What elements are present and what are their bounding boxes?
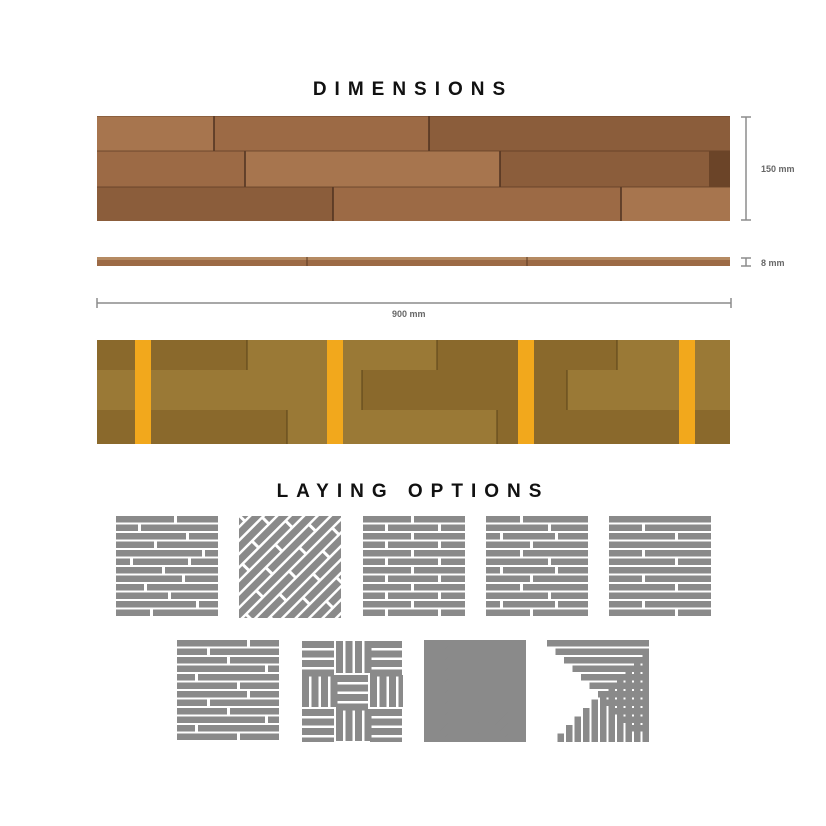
pattern-board (177, 674, 195, 681)
pattern-board (523, 516, 588, 523)
pattern-board (370, 709, 402, 716)
pattern-board (503, 601, 555, 608)
pattern-board (609, 567, 711, 574)
pattern-board (441, 593, 465, 600)
pattern-board (116, 542, 154, 549)
pattern-herringbone-icon (424, 640, 526, 742)
pattern-board (363, 533, 411, 540)
pattern-board (414, 533, 465, 540)
pattern-board (645, 576, 711, 583)
pattern-board (388, 593, 438, 600)
pattern-board (609, 516, 711, 523)
pattern-board (177, 734, 237, 741)
pattern-staggered-long-icon (177, 640, 279, 742)
pattern-board (370, 651, 402, 658)
pattern-board (191, 559, 218, 566)
pattern-board (609, 584, 675, 591)
pattern-board (486, 584, 520, 591)
pattern-board (609, 542, 711, 549)
pattern-board (609, 683, 616, 743)
pattern-staggered-brick-icon (363, 516, 465, 618)
pattern-board (533, 610, 588, 617)
pattern-board (177, 683, 237, 690)
pattern-board (678, 533, 711, 540)
pattern-board (177, 640, 247, 647)
pattern-board (547, 640, 649, 647)
pattern-board (210, 700, 279, 707)
pattern-board (575, 717, 582, 743)
pattern-board (370, 660, 402, 667)
pattern-corner-frame-icon (547, 640, 649, 742)
pattern-board (171, 593, 218, 600)
pattern-board (147, 584, 218, 591)
pattern-board (678, 584, 711, 591)
pattern-board (558, 601, 588, 608)
pattern-board (157, 542, 218, 549)
pattern-board (177, 649, 207, 656)
pattern-board (230, 708, 279, 715)
laying-options-title: LAYING OPTIONS (276, 481, 550, 502)
pattern-board (503, 567, 555, 574)
pattern-board (389, 675, 396, 707)
pattern-board (523, 550, 588, 557)
pattern-board (198, 674, 279, 681)
pattern-board (645, 601, 711, 608)
pattern-board (609, 533, 675, 540)
pattern-board (268, 717, 279, 724)
pattern-board (441, 576, 465, 583)
pattern-board (399, 675, 404, 707)
pattern-board (302, 660, 334, 667)
pattern-board (414, 567, 465, 574)
pattern-board (302, 651, 334, 658)
pattern-board (609, 593, 711, 600)
pattern-board (363, 593, 385, 600)
pattern-board (592, 700, 599, 743)
pattern-board (363, 601, 411, 608)
pattern-board (240, 734, 279, 741)
pattern-board (116, 533, 186, 540)
pattern-board (533, 576, 588, 583)
pattern-board (177, 666, 265, 673)
pattern-board (678, 610, 711, 617)
pattern-board (116, 559, 130, 566)
pattern-board (609, 576, 642, 583)
height-dimension-label: 150 mm (761, 164, 795, 174)
pattern-board (486, 559, 548, 566)
pattern-board (617, 674, 624, 742)
pattern-board (268, 666, 279, 673)
pattern-board (609, 550, 642, 557)
pattern-board (133, 559, 188, 566)
pattern-board (336, 694, 368, 701)
pattern-board (336, 709, 343, 741)
pattern-board (210, 649, 279, 656)
pattern-board (634, 657, 641, 742)
pattern-board (678, 559, 711, 566)
pattern-board (370, 719, 402, 726)
pattern-board (312, 675, 319, 707)
pattern-board (414, 516, 465, 523)
width-dimension-label: 900 mm (392, 309, 426, 319)
pattern-board (486, 542, 530, 549)
pattern-board (558, 567, 588, 574)
pattern-board (363, 516, 411, 523)
pattern-diagonal-icon (239, 516, 341, 618)
pattern-board (116, 584, 144, 591)
pattern-board (645, 525, 711, 532)
pattern-staggered-offset-icon (486, 516, 588, 618)
pattern-board (355, 709, 362, 741)
pattern-board (153, 610, 218, 617)
pattern-board (363, 550, 411, 557)
pattern-board (566, 725, 573, 742)
pattern-stacked-third-icon (609, 516, 711, 618)
pattern-board (441, 525, 465, 532)
pattern-board (302, 709, 334, 716)
pattern-board (302, 719, 334, 726)
pattern-board (388, 559, 438, 566)
pattern-board (177, 516, 218, 523)
pattern-board (302, 641, 334, 648)
pattern-board (486, 576, 530, 583)
pattern-board (370, 738, 402, 743)
pattern-board (141, 525, 218, 532)
pattern-board (414, 550, 465, 557)
pattern-board (643, 649, 650, 743)
pattern-board (558, 533, 588, 540)
pattern-board (388, 542, 438, 549)
pattern-board (185, 576, 218, 583)
pattern-board (355, 641, 362, 673)
pattern-board (116, 550, 202, 557)
pattern-board (363, 610, 385, 617)
pattern-basket-weave-icon (301, 640, 403, 742)
pattern-board (600, 691, 607, 742)
pattern-board (414, 601, 465, 608)
pattern-board (321, 675, 328, 707)
pattern-board (205, 550, 218, 557)
pattern-board (556, 649, 650, 656)
pattern-board (486, 533, 500, 540)
pattern-board (363, 584, 411, 591)
pattern-board (441, 610, 465, 617)
pattern-board (370, 641, 402, 648)
pattern-board (116, 525, 138, 532)
pattern-staggered-random-icon (116, 516, 218, 618)
pattern-board (336, 685, 368, 692)
pattern-board (302, 675, 309, 707)
dimensions-title: DIMENSIONS (312, 79, 514, 100)
pattern-board (441, 559, 465, 566)
pattern-board (116, 567, 162, 574)
pattern-board (486, 550, 520, 557)
pattern-board (583, 708, 590, 742)
pattern-board (189, 533, 218, 540)
pattern-board (250, 691, 279, 698)
pattern-board (609, 559, 675, 566)
pattern-board (336, 675, 368, 682)
pattern-board (609, 525, 642, 532)
pattern-board (486, 610, 530, 617)
pattern-board (645, 550, 711, 557)
pattern-board (302, 738, 334, 743)
pattern-board (250, 640, 279, 647)
pattern-board (551, 559, 588, 566)
pattern-board (177, 700, 207, 707)
pattern-board (486, 525, 548, 532)
pattern-board (302, 728, 334, 735)
pattern-board (363, 559, 385, 566)
pattern-board (388, 576, 438, 583)
pattern-board (346, 709, 353, 741)
pattern-board (388, 525, 438, 532)
pattern-board (363, 576, 385, 583)
pattern-board (177, 708, 227, 715)
pattern-board (414, 584, 465, 591)
diagonal-group (239, 516, 341, 618)
pattern-board (370, 728, 402, 735)
pattern-board (116, 593, 168, 600)
pattern-board (240, 683, 279, 690)
pattern-board (551, 525, 588, 532)
pattern-board (609, 610, 675, 617)
pattern-board (230, 657, 279, 664)
pattern-board (363, 542, 385, 549)
pattern-board (363, 525, 385, 532)
pattern-board (523, 584, 588, 591)
pattern-board (533, 542, 588, 549)
pattern-board (441, 542, 465, 549)
pattern-board (609, 601, 642, 608)
pattern-board (551, 593, 588, 600)
pattern-board (116, 601, 196, 608)
pattern-board (177, 691, 247, 698)
pattern-board (116, 576, 182, 583)
pattern-board (165, 567, 218, 574)
pattern-board (116, 516, 174, 523)
pattern-board (486, 593, 548, 600)
pattern-board (116, 610, 150, 617)
pattern-board (380, 675, 387, 707)
pattern-board (486, 516, 520, 523)
pattern-board (198, 725, 279, 732)
pattern-board (370, 675, 377, 707)
pattern-board (486, 601, 500, 608)
thickness-dimension-label: 8 mm (761, 258, 785, 268)
pattern-board (177, 725, 195, 732)
pattern-board (503, 533, 555, 540)
pattern-board (177, 717, 265, 724)
pattern-board (363, 567, 411, 574)
pattern-board (177, 657, 227, 664)
pattern-board (336, 641, 343, 673)
pattern-board (199, 601, 218, 608)
pattern-board (486, 567, 500, 574)
pattern-board (626, 666, 633, 743)
pattern-board (346, 641, 353, 673)
pattern-board (558, 734, 565, 743)
pattern-board (388, 610, 438, 617)
